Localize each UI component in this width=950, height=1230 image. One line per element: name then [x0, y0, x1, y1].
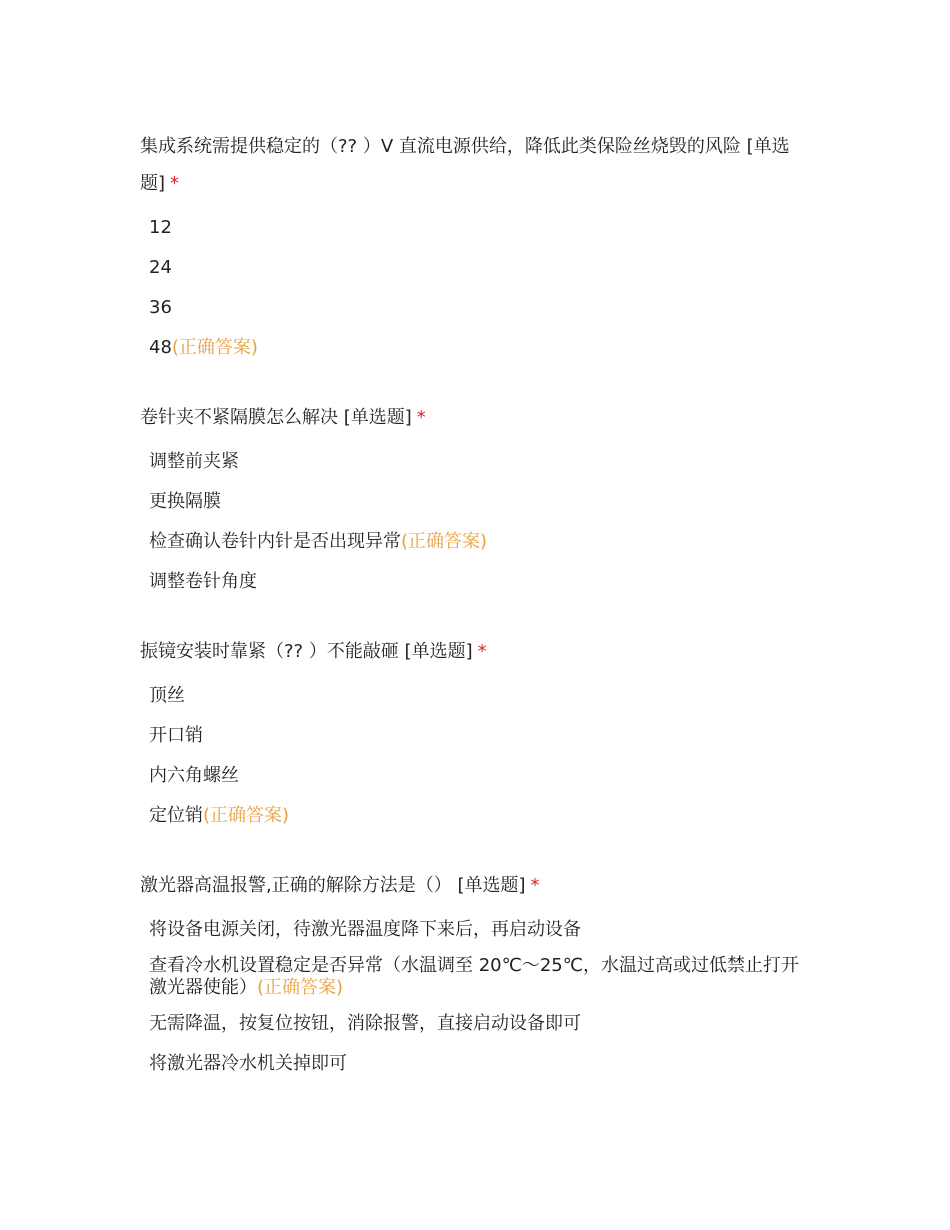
options-list	[140, 910, 812, 1084]
options-list	[140, 676, 812, 836]
option-item[interactable]: 12	[149, 217, 172, 238]
option-item[interactable]: 无需降温，按复位按钮，消除报警，直接启动设备即可	[149, 1013, 581, 1034]
option-item-correct[interactable]: 检查确认卷针内针是否出现异常(正确答案)	[149, 531, 488, 552]
question-title: 卷针夹不紧隔膜怎么解决 [单选题] *	[140, 407, 426, 428]
required-star: *	[477, 641, 487, 662]
option-item[interactable]: 将设备电源关闭，待激光器温度降下来后，再启动设备	[149, 919, 581, 940]
option-item-correct[interactable]: 查看冷水机设置稳定是否异常（水温调至 20℃～25℃，水温过高或过低禁止打开激光器使能）(正确答案)	[149, 955, 799, 998]
option-item[interactable]: 将激光器冷水机关掉即可	[149, 1053, 347, 1074]
required-star: *	[170, 173, 180, 194]
question-title: 集成系统需提供稳定的（?? ）V 直流电源供给，降低此类保险丝烧毁的风险 [单选题] *	[140, 136, 790, 194]
correct-answer-tag: (正确答案)	[171, 337, 258, 358]
option-item[interactable]: 更换隔膜	[149, 491, 221, 512]
option-item-correct[interactable]: 定位销(正确答案)	[149, 805, 290, 826]
correct-answer-tag: (正确答案)	[401, 531, 488, 552]
question-2	[140, 399, 812, 602]
option-item-correct[interactable]: 48(正确答案)	[149, 337, 258, 358]
required-star: *	[416, 407, 426, 428]
option-item[interactable]: 内六角螺丝	[149, 765, 239, 786]
correct-answer-tag: (正确答案)	[203, 805, 290, 826]
question-title: 激光器高温报警,正确的解除方法是（） [单选题] *	[140, 875, 540, 896]
options-list	[140, 442, 812, 602]
question-1	[140, 128, 812, 368]
correct-answer-tag: (正确答案)	[257, 977, 344, 998]
options-list	[140, 208, 812, 368]
required-star: *	[530, 875, 540, 896]
question-title: 振镜安装时靠紧（?? ）不能敲砸 [单选题] *	[140, 641, 487, 662]
option-item[interactable]: 24	[149, 257, 172, 278]
option-item[interactable]: 开口销	[149, 725, 203, 746]
question-4	[140, 867, 812, 1084]
option-item[interactable]: 36	[149, 297, 172, 318]
option-item[interactable]: 调整前夹紧	[149, 451, 239, 472]
question-3	[140, 633, 812, 836]
option-item[interactable]: 调整卷针角度	[149, 571, 257, 592]
option-item[interactable]: 顶丝	[149, 685, 185, 706]
questionnaire	[140, 128, 812, 1115]
